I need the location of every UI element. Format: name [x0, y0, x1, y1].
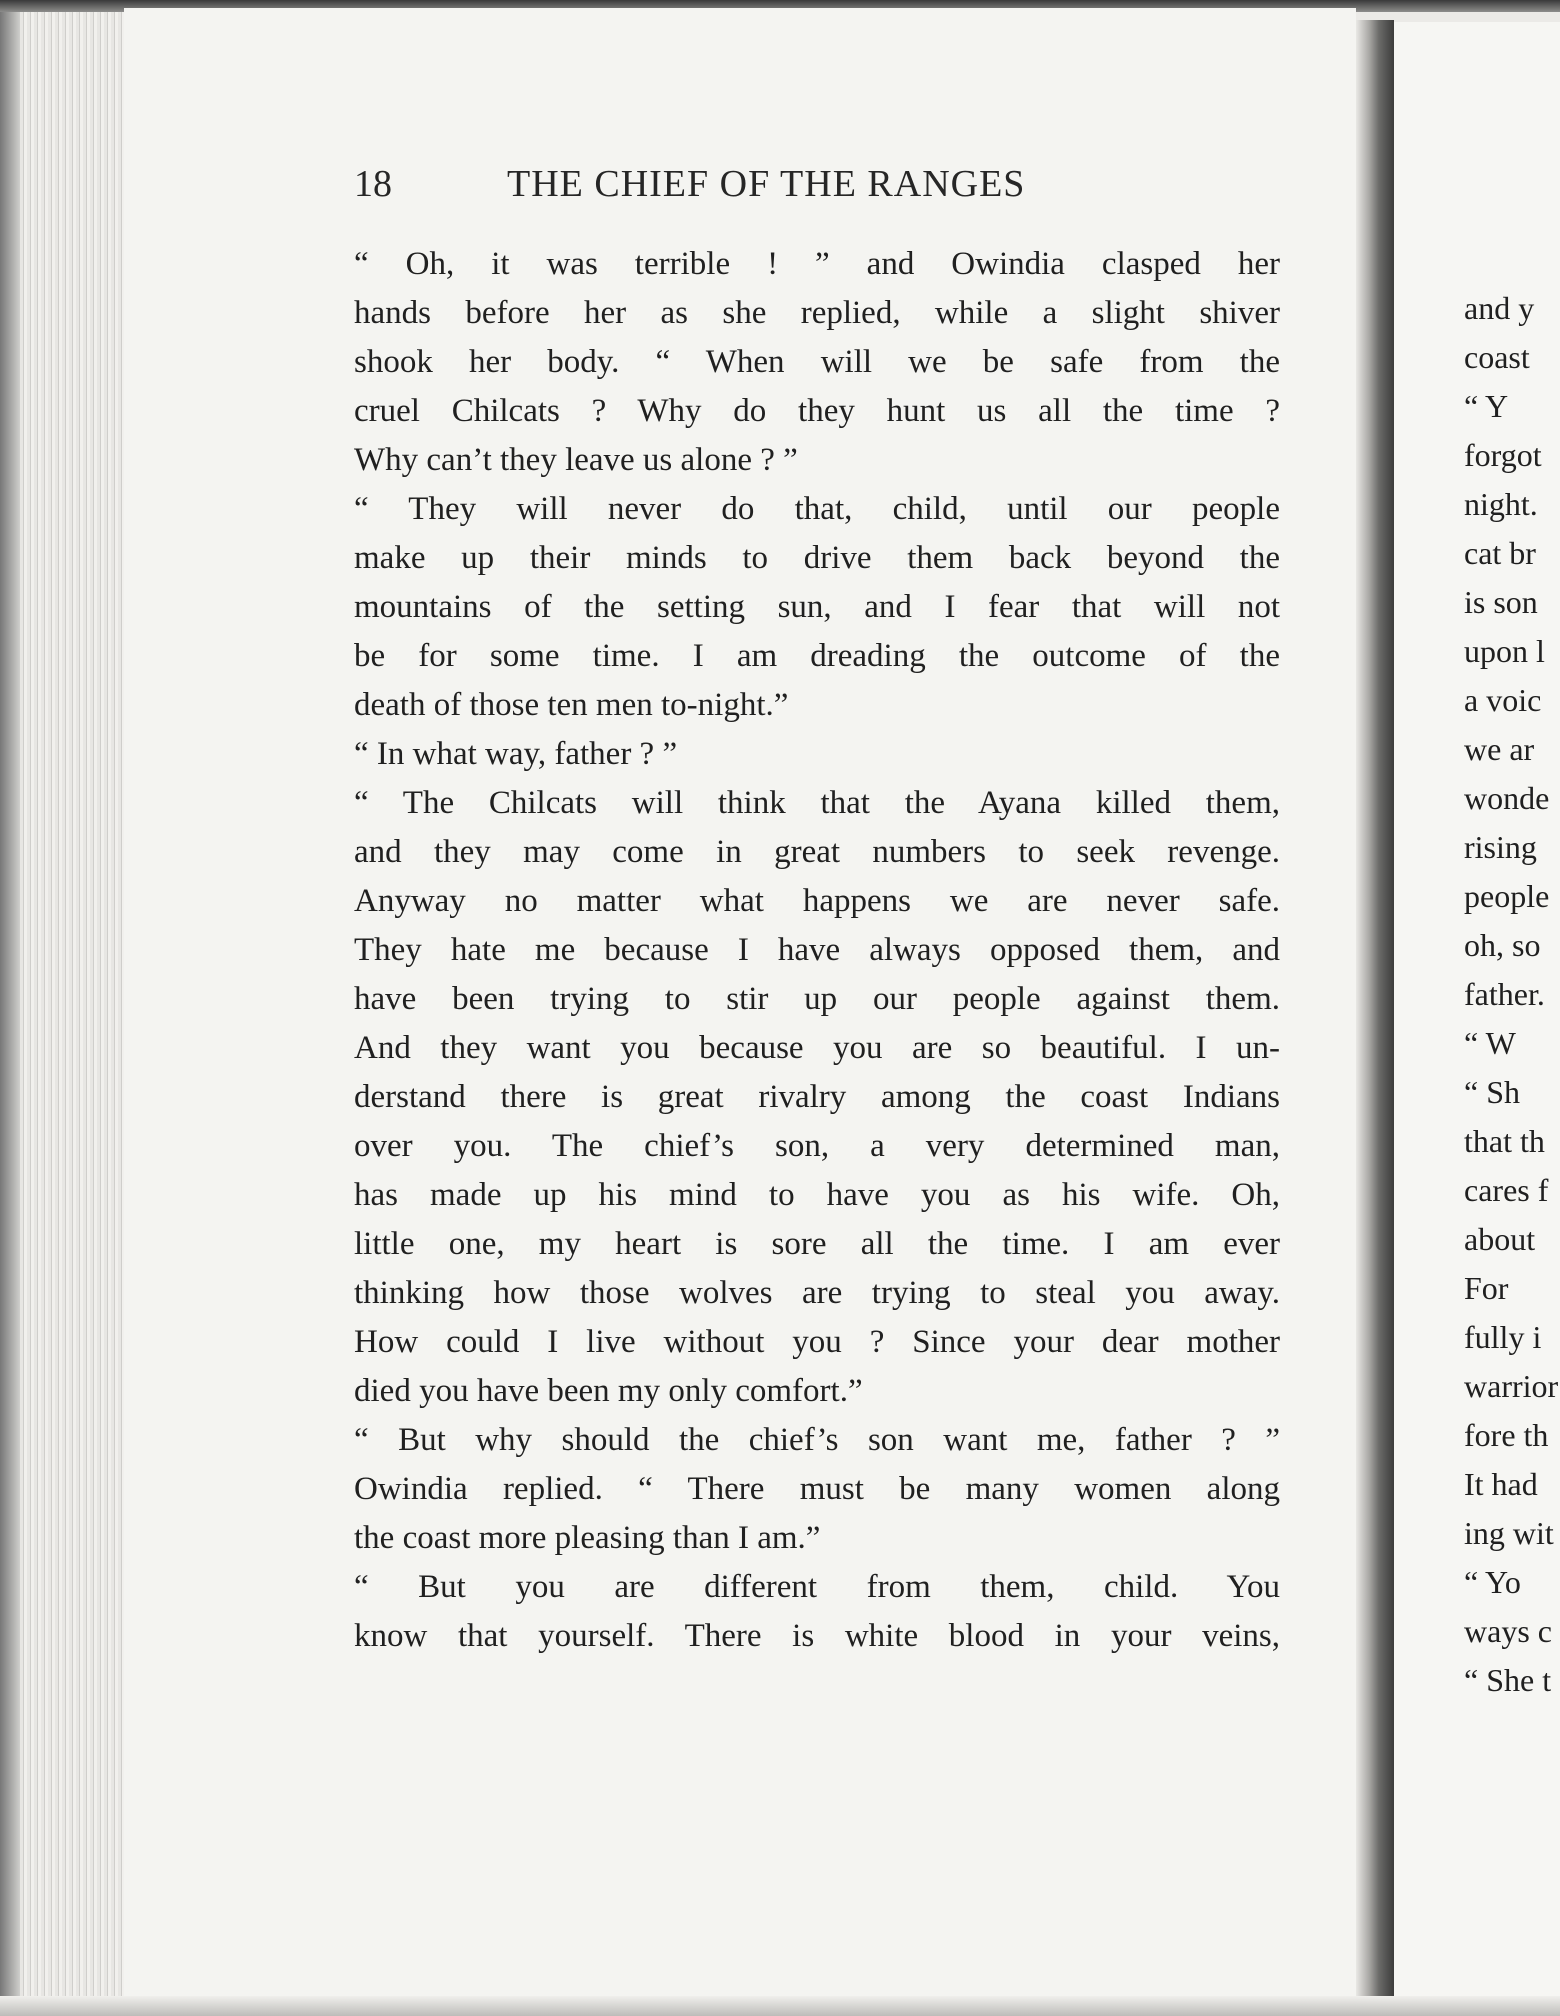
right-text-line: “ Yo	[1464, 1564, 1521, 1600]
text-line: has made up his mind to have you as his wife. Oh,	[354, 1177, 1280, 1213]
right-text-line: For	[1464, 1270, 1509, 1306]
right-text-line: “ Y	[1464, 388, 1509, 424]
bottom-edge	[0, 1996, 1560, 2016]
right-text-line: is son	[1464, 584, 1538, 620]
text-line: “ In what way, father ? ”	[354, 736, 678, 772]
text-line: “ But you are different from them, child. You	[354, 1569, 1280, 1605]
text-line: derstand there is great rivalry among the coast Indians	[354, 1079, 1280, 1115]
right-text-line: coast	[1464, 339, 1530, 375]
text-line: shook her body. “ When will we be safe from the	[354, 344, 1280, 380]
text-line: “ But why should the chief’s son want me, father ? ”	[354, 1422, 1280, 1458]
text-line: “ They will never do that, child, until our people	[354, 491, 1280, 527]
text-line: mountains of the setting sun, and I fear that will not	[354, 589, 1280, 625]
right-text-line: father.	[1464, 976, 1545, 1012]
text-line: little one, my heart is sore all the time. I am ever	[354, 1226, 1280, 1262]
gutter-shadow	[1356, 20, 1394, 2000]
right-text-line: “ Sh	[1464, 1074, 1520, 1110]
text-line: Owindia replied. “ There must be many women along	[354, 1471, 1280, 1507]
text-line: hands before her as she replied, while a slight shiver	[354, 295, 1280, 331]
right-text-line: people	[1464, 878, 1550, 914]
right-text-line: cat br	[1464, 535, 1536, 571]
text-line: Anyway no matter what happens we are never safe.	[354, 883, 1280, 919]
right-text-line: a voic	[1464, 682, 1542, 718]
right-text-line: wonde	[1464, 780, 1550, 816]
right-text-line: we ar	[1464, 731, 1535, 767]
text-line: death of those ten men to-night.”	[354, 687, 789, 723]
running-title: THE CHIEF OF THE RANGES	[507, 163, 1026, 205]
right-text-line: rising	[1464, 829, 1537, 865]
page-number: 18	[354, 163, 392, 205]
text-line: How could I live without you ? Since your dear mother	[354, 1324, 1280, 1360]
text-line: And they want you because you are so beautiful. I un-	[354, 1030, 1280, 1066]
text-line: know that yourself. There is white blood in your veins,	[354, 1618, 1280, 1654]
right-page-text-fragment	[1464, 284, 1560, 1705]
right-text-line: that th	[1464, 1123, 1545, 1159]
text-line: Why can’t they leave us alone ? ”	[354, 442, 798, 478]
text-line: cruel Chilcats ? Why do they hunt us all the time ?	[354, 393, 1280, 429]
page-stack-edges	[20, 12, 124, 2002]
right-text-line: fully i	[1464, 1319, 1542, 1355]
text-line: “ Oh, it was terrible ! ” and Owindia clasped her	[354, 246, 1280, 282]
right-text-line: “ W	[1464, 1025, 1516, 1061]
right-text-line: warrior	[1464, 1368, 1559, 1404]
text-line: over you. The chief’s son, a very determined man,	[354, 1128, 1280, 1164]
right-text-line: ing wit	[1464, 1515, 1554, 1551]
binding-edge	[0, 12, 20, 2016]
right-text-line: and y	[1464, 290, 1535, 326]
right-text-line: It had	[1464, 1466, 1538, 1502]
text-line: They hate me because I have always opposed them, and	[354, 932, 1280, 968]
running-head	[354, 162, 1254, 210]
right-text-line: cares f	[1464, 1172, 1549, 1208]
right-text-line: about	[1464, 1221, 1536, 1257]
text-line: the coast more pleasing than I am.”	[354, 1520, 821, 1556]
text-line: and they may come in great numbers to seek revenge.	[354, 834, 1280, 870]
right-text-line: night.	[1464, 486, 1538, 522]
right-text-line: “ She t	[1464, 1662, 1552, 1698]
right-text-line: fore th	[1464, 1417, 1549, 1453]
text-line: have been trying to stir up our people against them.	[354, 981, 1280, 1017]
right-text-line: upon l	[1464, 633, 1545, 669]
text-line: thinking how those wolves are trying to steal you away.	[354, 1275, 1280, 1311]
right-text-line: forgot	[1464, 437, 1542, 473]
main-text-block	[354, 240, 1280, 1661]
text-line: be for some time. I am dreading the outcome of the	[354, 638, 1280, 674]
right-text-line: oh, so	[1464, 927, 1541, 963]
right-text-line: ways c	[1464, 1613, 1552, 1649]
text-line: “ The Chilcats will think that the Ayana killed them,	[354, 785, 1280, 821]
text-line: make up their minds to drive them back beyond the	[354, 540, 1280, 576]
text-line: died you have been my only comfort.”	[354, 1373, 863, 1409]
